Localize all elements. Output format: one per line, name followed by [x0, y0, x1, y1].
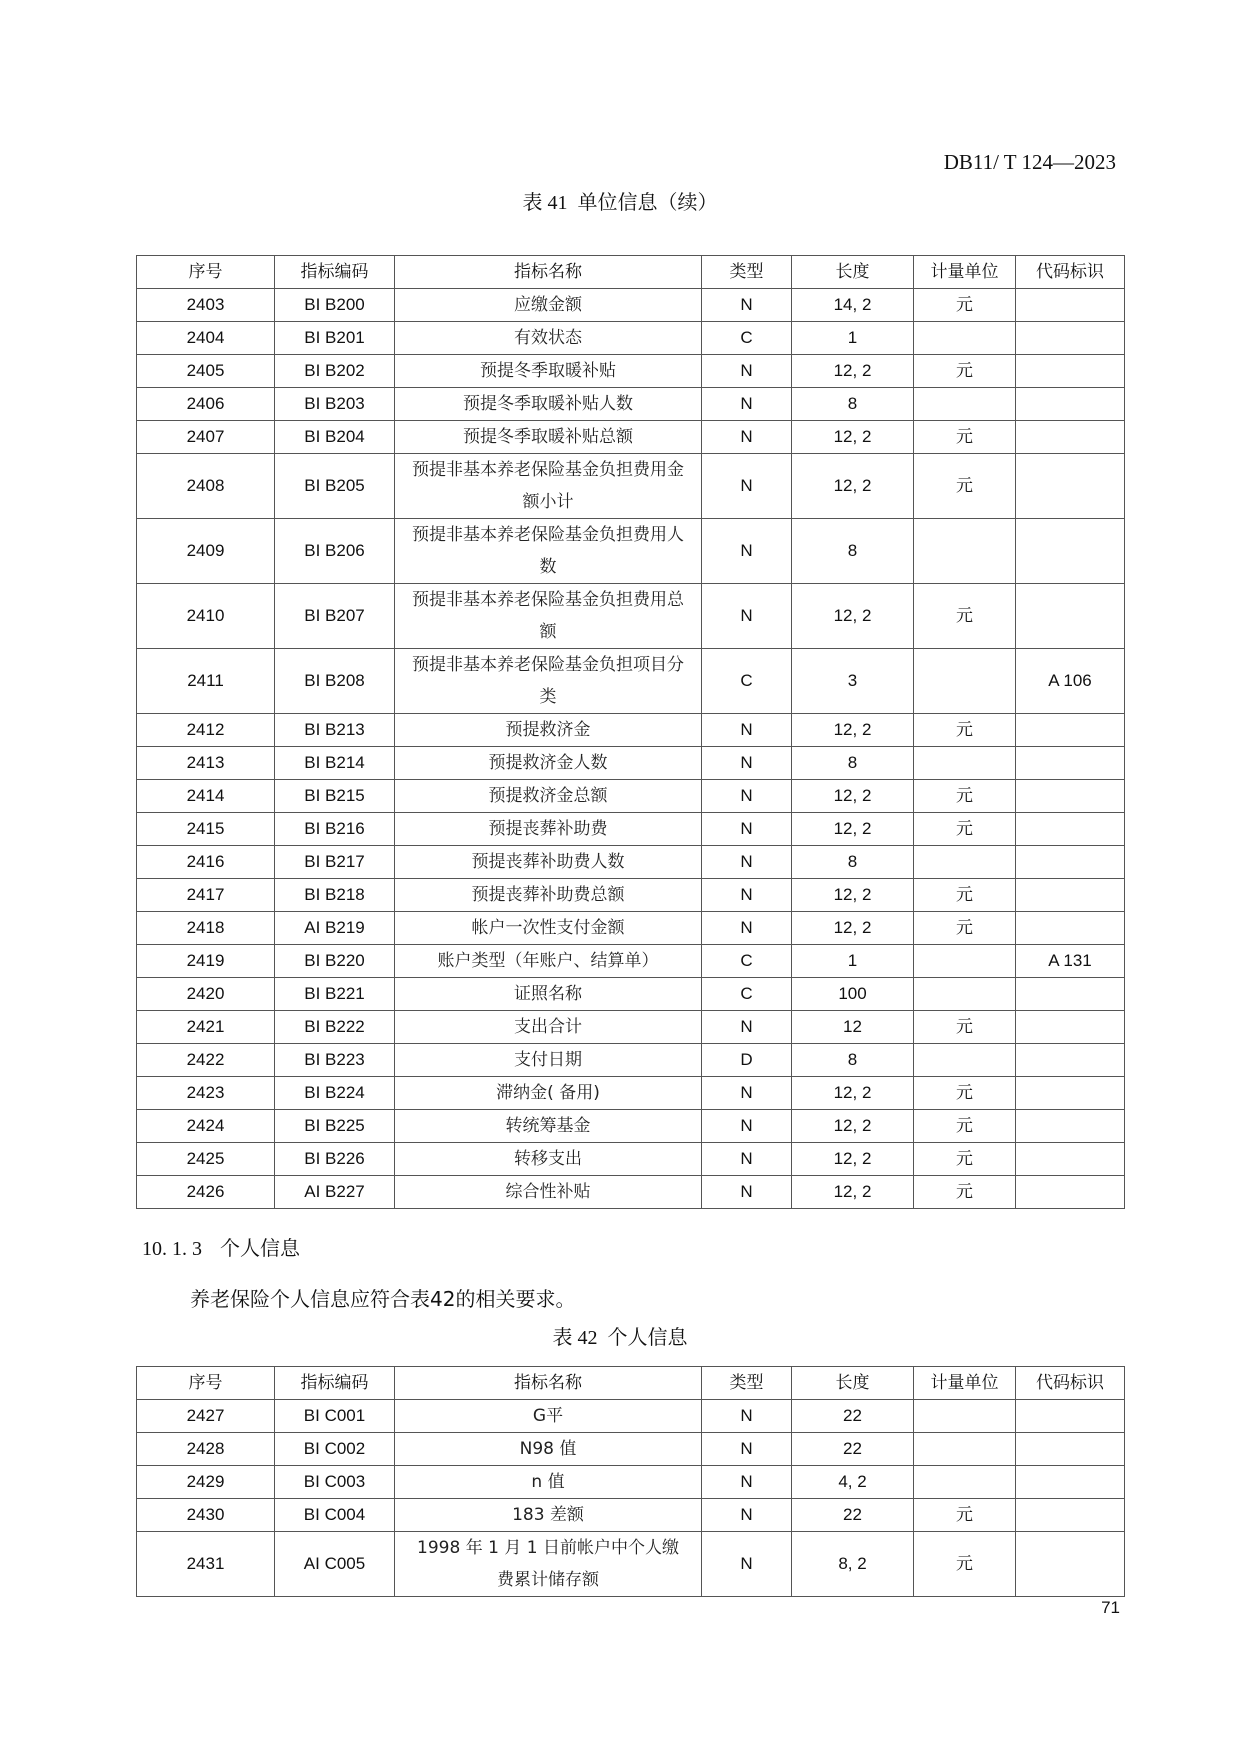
code-reference-cell: [1016, 1499, 1125, 1532]
indicator-name-cell: n 值: [395, 1466, 702, 1499]
code-reference-cell: [1016, 355, 1125, 388]
table-row: [137, 1143, 1125, 1176]
indicator-name-cell: 预提非基本养老保险基金负担费用人数: [395, 519, 702, 584]
column-header-data-type: 类型: [702, 1367, 792, 1400]
code-reference-cell: A 131: [1016, 945, 1125, 978]
column-header-length: 长度: [792, 1367, 914, 1400]
data-type-cell: N: [702, 1400, 792, 1433]
length-cell: 12, 2: [792, 454, 914, 519]
data-type-cell: N: [702, 747, 792, 780]
column-header-row-number: 序号: [137, 256, 275, 289]
page-number: 71: [1101, 1598, 1120, 1617]
column-header-indicator-name: 指标名称: [395, 256, 702, 289]
indicator-code-cell: BI B221: [275, 978, 395, 1011]
code-reference-cell: [1016, 1400, 1125, 1433]
column-header-data-type: 类型: [702, 256, 792, 289]
table-row: [137, 355, 1125, 388]
row-number-cell: 2422: [137, 1044, 275, 1077]
length-cell: 8: [792, 1044, 914, 1077]
indicator-name-cell: 预提冬季取暖补贴: [395, 355, 702, 388]
indicator-code-cell: BI B204: [275, 421, 395, 454]
table-42-number: 表 42: [552, 1327, 598, 1349]
table-row: [137, 714, 1125, 747]
section-title: 个人信息: [220, 1236, 300, 1260]
table-row: [137, 1011, 1125, 1044]
data-type-cell: N: [702, 1143, 792, 1176]
indicator-name-cell: 转移支出: [395, 1143, 702, 1176]
indicator-code-cell: BI C002: [275, 1433, 395, 1466]
length-cell: 14, 2: [792, 289, 914, 322]
table-row: [137, 388, 1125, 421]
unit-cell: 元: [914, 813, 1016, 846]
data-type-cell: D: [702, 1044, 792, 1077]
unit-cell: [914, 388, 1016, 421]
data-type-cell: N: [702, 1499, 792, 1532]
code-reference-cell: [1016, 1011, 1125, 1044]
code-reference-cell: [1016, 780, 1125, 813]
indicator-name-cell: 183 差额: [395, 1499, 702, 1532]
indicator-code-cell: BI C001: [275, 1400, 395, 1433]
table-41-caption: [0, 186, 1240, 215]
length-cell: 12, 2: [792, 1110, 914, 1143]
code-reference-cell: [1016, 289, 1125, 322]
length-cell: 1: [792, 945, 914, 978]
code-reference-cell: [1016, 846, 1125, 879]
indicator-name-cell: G平: [395, 1400, 702, 1433]
indicator-name-cell: 支出合计: [395, 1011, 702, 1044]
table-row: [137, 846, 1125, 879]
data-type-cell: N: [702, 1077, 792, 1110]
unit-cell: [914, 1433, 1016, 1466]
table-41-title: 单位信息（续）: [577, 190, 718, 214]
row-number-cell: 2424: [137, 1110, 275, 1143]
code-reference-cell: [1016, 1077, 1125, 1110]
row-number-cell: 2428: [137, 1433, 275, 1466]
table-42-title: 个人信息: [607, 1325, 688, 1349]
indicator-code-cell: BI B207: [275, 584, 395, 649]
indicator-name-cell: 账户类型（年账户、结算单）: [395, 945, 702, 978]
indicator-code-cell: BI B224: [275, 1077, 395, 1110]
indicator-name-cell: 滞纳金( 备用): [395, 1077, 702, 1110]
data-type-cell: N: [702, 388, 792, 421]
row-number-cell: 2407: [137, 421, 275, 454]
code-reference-cell: [1016, 388, 1125, 421]
row-number-cell: 2405: [137, 355, 275, 388]
unit-cell: 元: [914, 1176, 1016, 1209]
length-cell: 4, 2: [792, 1466, 914, 1499]
row-number-cell: 2431: [137, 1532, 275, 1597]
indicator-name-cell: 预提救济金: [395, 714, 702, 747]
column-header-indicator-code: 指标编码: [275, 1367, 395, 1400]
row-number-cell: 2420: [137, 978, 275, 1011]
table-row: [137, 289, 1125, 322]
indicator-code-cell: BI C003: [275, 1466, 395, 1499]
indicator-code-cell: BI B215: [275, 780, 395, 813]
data-type-cell: N: [702, 846, 792, 879]
unit-cell: [914, 978, 1016, 1011]
indicator-code-cell: AI C005: [275, 1532, 395, 1597]
indicator-name-cell: 帐户一次性支付金额: [395, 912, 702, 945]
table-row: [137, 1077, 1125, 1110]
length-cell: 12, 2: [792, 813, 914, 846]
indicator-code-cell: AI B227: [275, 1176, 395, 1209]
indicator-name-cell: 预提丧葬补助费: [395, 813, 702, 846]
unit-cell: [914, 1466, 1016, 1499]
column-header-code-reference: 代码标识: [1016, 256, 1125, 289]
indicator-name-cell: 预提丧葬补助费总额: [395, 879, 702, 912]
length-cell: 22: [792, 1400, 914, 1433]
unit-cell: 元: [914, 421, 1016, 454]
unit-cell: 元: [914, 584, 1016, 649]
length-cell: 3: [792, 649, 914, 714]
indicator-code-cell: BI B203: [275, 388, 395, 421]
table-row: [137, 879, 1125, 912]
length-cell: 22: [792, 1433, 914, 1466]
indicator-code-cell: AI B219: [275, 912, 395, 945]
indicator-code-cell: BI B220: [275, 945, 395, 978]
data-type-cell: N: [702, 289, 792, 322]
row-number-cell: 2419: [137, 945, 275, 978]
code-reference-cell: [1016, 1532, 1125, 1597]
row-number-cell: 2409: [137, 519, 275, 584]
row-number-cell: 2413: [137, 747, 275, 780]
code-reference-cell: [1016, 879, 1125, 912]
unit-cell: 元: [914, 1110, 1016, 1143]
table-row: [137, 519, 1125, 584]
section-heading: [142, 1232, 300, 1261]
table-42: [136, 1366, 1125, 1597]
row-number-cell: 2410: [137, 584, 275, 649]
code-reference-cell: [1016, 1433, 1125, 1466]
indicator-name-cell: 证照名称: [395, 978, 702, 1011]
code-reference-cell: [1016, 912, 1125, 945]
table-row: [137, 649, 1125, 714]
indicator-code-cell: BI B222: [275, 1011, 395, 1044]
code-reference-cell: [1016, 714, 1125, 747]
row-number-cell: 2425: [137, 1143, 275, 1176]
unit-cell: [914, 747, 1016, 780]
unit-cell: [914, 649, 1016, 714]
length-cell: 12, 2: [792, 912, 914, 945]
table-row: [137, 1433, 1125, 1466]
unit-cell: [914, 519, 1016, 584]
column-header-indicator-code: 指标编码: [275, 256, 395, 289]
unit-cell: 元: [914, 879, 1016, 912]
unit-cell: 元: [914, 454, 1016, 519]
indicator-code-cell: BI B214: [275, 747, 395, 780]
table-row: [137, 780, 1125, 813]
data-type-cell: N: [702, 813, 792, 846]
data-type-cell: N: [702, 1011, 792, 1044]
row-number-cell: 2416: [137, 846, 275, 879]
indicator-code-cell: BI B226: [275, 1143, 395, 1176]
indicator-name-cell: 预提救济金人数: [395, 747, 702, 780]
length-cell: 12, 2: [792, 421, 914, 454]
unit-cell: [914, 1400, 1016, 1433]
data-type-cell: C: [702, 322, 792, 355]
code-reference-cell: A 106: [1016, 649, 1125, 714]
document-code: DB11/ T 124—2023: [943, 150, 1116, 174]
length-cell: 8, 2: [792, 1532, 914, 1597]
code-reference-cell: [1016, 519, 1125, 584]
section-number: 10. 1. 3: [142, 1238, 202, 1260]
column-header-code-reference: 代码标识: [1016, 1367, 1125, 1400]
table-42-caption: [0, 1321, 1240, 1350]
unit-cell: 元: [914, 1143, 1016, 1176]
column-header-length: 长度: [792, 256, 914, 289]
unit-cell: [914, 322, 1016, 355]
data-type-cell: N: [702, 912, 792, 945]
indicator-code-cell: BI B213: [275, 714, 395, 747]
table-row: [137, 1044, 1125, 1077]
column-header-unit: 计量单位: [914, 256, 1016, 289]
column-header-unit: 计量单位: [914, 1367, 1016, 1400]
table-row: [137, 1532, 1125, 1597]
unit-cell: 元: [914, 912, 1016, 945]
data-type-cell: N: [702, 1532, 792, 1597]
row-number-cell: 2429: [137, 1466, 275, 1499]
data-type-cell: N: [702, 1110, 792, 1143]
table-41-header-row: [137, 256, 1125, 289]
indicator-name-cell: 预提救济金总额: [395, 780, 702, 813]
unit-cell: 元: [914, 780, 1016, 813]
length-cell: 22: [792, 1499, 914, 1532]
table-row: [137, 1466, 1125, 1499]
code-reference-cell: [1016, 1466, 1125, 1499]
indicator-name-cell: 支付日期: [395, 1044, 702, 1077]
data-type-cell: C: [702, 945, 792, 978]
indicator-name-cell: 预提非基本养老保险基金负担费用金额小计: [395, 454, 702, 519]
unit-cell: 元: [914, 714, 1016, 747]
length-cell: 12, 2: [792, 1143, 914, 1176]
length-cell: 12: [792, 1011, 914, 1044]
indicator-name-cell: 预提非基本养老保险基金负担费用总额: [395, 584, 702, 649]
indicator-code-cell: BI B200: [275, 289, 395, 322]
indicator-code-cell: BI B218: [275, 879, 395, 912]
unit-cell: [914, 846, 1016, 879]
indicator-name-cell: 预提冬季取暖补贴总额: [395, 421, 702, 454]
row-number-cell: 2403: [137, 289, 275, 322]
table-row: [137, 421, 1125, 454]
indicator-code-cell: BI B216: [275, 813, 395, 846]
unit-cell: 元: [914, 1011, 1016, 1044]
code-reference-cell: [1016, 813, 1125, 846]
unit-cell: [914, 1044, 1016, 1077]
table-41-number: 表 41: [522, 192, 568, 214]
table-row: [137, 912, 1125, 945]
row-number-cell: 2417: [137, 879, 275, 912]
length-cell: 12, 2: [792, 1176, 914, 1209]
table-row: [137, 978, 1125, 1011]
table-row: [137, 454, 1125, 519]
length-cell: 12, 2: [792, 1077, 914, 1110]
body-paragraph: 养老保险个人信息应符合表42的相关要求。: [190, 1287, 576, 1311]
indicator-name-cell: N98 值: [395, 1433, 702, 1466]
table-row: [137, 747, 1125, 780]
row-number-cell: 2412: [137, 714, 275, 747]
code-reference-cell: [1016, 322, 1125, 355]
row-number-cell: 2411: [137, 649, 275, 714]
data-type-cell: N: [702, 355, 792, 388]
indicator-code-cell: BI B223: [275, 1044, 395, 1077]
data-type-cell: C: [702, 649, 792, 714]
indicator-name-cell: 预提非基本养老保险基金负担项目分类: [395, 649, 702, 714]
table-row: [137, 322, 1125, 355]
row-number-cell: 2408: [137, 454, 275, 519]
row-number-cell: 2427: [137, 1400, 275, 1433]
data-type-cell: N: [702, 714, 792, 747]
code-reference-cell: [1016, 747, 1125, 780]
row-number-cell: 2430: [137, 1499, 275, 1532]
table-row: [137, 813, 1125, 846]
length-cell: 8: [792, 519, 914, 584]
data-type-cell: N: [702, 879, 792, 912]
code-reference-cell: [1016, 1176, 1125, 1209]
table-row: [137, 945, 1125, 978]
table-row: [137, 1499, 1125, 1532]
length-cell: 12, 2: [792, 584, 914, 649]
table-row: [137, 1400, 1125, 1433]
indicator-code-cell: BI B205: [275, 454, 395, 519]
indicator-code-cell: BI B206: [275, 519, 395, 584]
table-41: [136, 255, 1125, 1209]
code-reference-cell: [1016, 421, 1125, 454]
code-reference-cell: [1016, 978, 1125, 1011]
row-number-cell: 2404: [137, 322, 275, 355]
row-number-cell: 2414: [137, 780, 275, 813]
indicator-name-cell: 有效状态: [395, 322, 702, 355]
indicator-code-cell: BI B202: [275, 355, 395, 388]
length-cell: 100: [792, 978, 914, 1011]
indicator-code-cell: BI B208: [275, 649, 395, 714]
length-cell: 12, 2: [792, 714, 914, 747]
row-number-cell: 2423: [137, 1077, 275, 1110]
code-reference-cell: [1016, 1143, 1125, 1176]
unit-cell: 元: [914, 355, 1016, 388]
code-reference-cell: [1016, 454, 1125, 519]
indicator-name-cell: 应缴金额: [395, 289, 702, 322]
length-cell: 8: [792, 388, 914, 421]
length-cell: 8: [792, 747, 914, 780]
indicator-code-cell: BI B201: [275, 322, 395, 355]
table-row: [137, 1110, 1125, 1143]
indicator-name-cell: 转统筹基金: [395, 1110, 702, 1143]
indicator-code-cell: BI C004: [275, 1499, 395, 1532]
row-number-cell: 2418: [137, 912, 275, 945]
unit-cell: 元: [914, 1499, 1016, 1532]
data-type-cell: N: [702, 1433, 792, 1466]
code-reference-cell: [1016, 1110, 1125, 1143]
table-row: [137, 1176, 1125, 1209]
indicator-name-cell: 1998 年 1 月 1 日前帐户中个人缴费累计储存额: [395, 1532, 702, 1597]
unit-cell: [914, 945, 1016, 978]
column-header-indicator-name: 指标名称: [395, 1367, 702, 1400]
indicator-name-cell: 预提冬季取暖补贴人数: [395, 388, 702, 421]
row-number-cell: 2406: [137, 388, 275, 421]
data-type-cell: N: [702, 780, 792, 813]
indicator-name-cell: 综合性补贴: [395, 1176, 702, 1209]
data-type-cell: N: [702, 1466, 792, 1499]
row-number-cell: 2415: [137, 813, 275, 846]
unit-cell: 元: [914, 289, 1016, 322]
table-42-header-row: [137, 1367, 1125, 1400]
length-cell: 1: [792, 322, 914, 355]
row-number-cell: 2421: [137, 1011, 275, 1044]
length-cell: 12, 2: [792, 879, 914, 912]
length-cell: 12, 2: [792, 355, 914, 388]
code-reference-cell: [1016, 1044, 1125, 1077]
code-reference-cell: [1016, 584, 1125, 649]
data-type-cell: C: [702, 978, 792, 1011]
unit-cell: 元: [914, 1077, 1016, 1110]
indicator-name-cell: 预提丧葬补助费人数: [395, 846, 702, 879]
data-type-cell: N: [702, 421, 792, 454]
indicator-code-cell: BI B225: [275, 1110, 395, 1143]
data-type-cell: N: [702, 1176, 792, 1209]
indicator-code-cell: BI B217: [275, 846, 395, 879]
length-cell: 8: [792, 846, 914, 879]
data-type-cell: N: [702, 519, 792, 584]
length-cell: 12, 2: [792, 780, 914, 813]
unit-cell: 元: [914, 1532, 1016, 1597]
column-header-row-number: 序号: [137, 1367, 275, 1400]
table-row: [137, 584, 1125, 649]
row-number-cell: 2426: [137, 1176, 275, 1209]
data-type-cell: N: [702, 454, 792, 519]
data-type-cell: N: [702, 584, 792, 649]
